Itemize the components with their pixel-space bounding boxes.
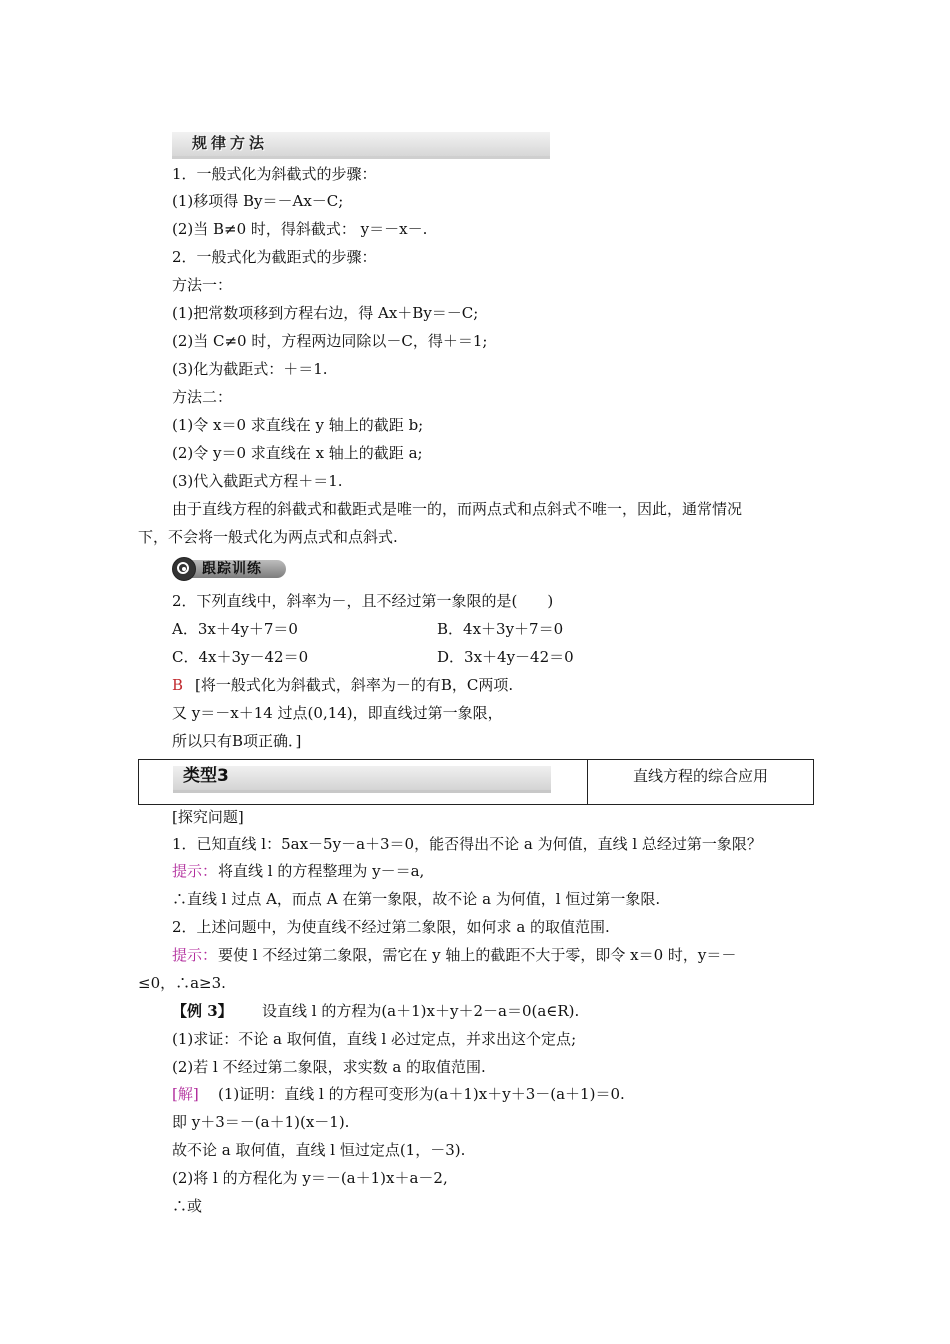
hint-label: 提示： (172, 862, 218, 880)
example-subquestion: (2)若 l 不经过第二象限，求实数 a 的取值范围. (172, 1058, 486, 1076)
hint-text: ∴直线 l 过点 A，而点 A 在第一象限，故不论 a 为何值，l 恒过第一象限. (172, 890, 661, 908)
option-b: B．4x＋3y＋7＝0 (437, 620, 564, 638)
answer-explanation: 所以只有B项正确．] (172, 732, 302, 750)
hint-text: ≤0，∴a≥3. (138, 974, 226, 992)
example-label: 【例 3】 (172, 1002, 233, 1020)
option-d: D．3x＋4y－42＝0 (437, 648, 574, 666)
solution-text: ∴或 (172, 1197, 203, 1215)
text-line: (1)令 x＝0 求直线在 y 轴上的截距 b; (172, 416, 424, 434)
question-text: 1．已知直线 l：5ax－5y－a＋3＝0，能否得出不论 a 为何值，直线 l 总经过第一象限？ (172, 835, 762, 853)
text-line: 1．一般式化为斜截式的步骤： (172, 165, 377, 183)
solution-text: (1)证明：直线 l 的方程可变形为(a＋1)x＋y＋3－(a＋1)＝0. (218, 1085, 625, 1103)
text-line: (2)令 y＝0 求直线在 x 轴上的截距 a; (172, 444, 423, 462)
answer-explanation: [将一般式化为斜截式，斜率为－的有B，C两项. (195, 676, 514, 694)
type-title: 直线方程的综合应用 (632, 767, 768, 785)
section-header-tracking-practice (172, 556, 290, 582)
example-text: 设直线 l 的方程为(a＋1)x＋y＋2－a＝0(a∈R). (262, 1002, 580, 1020)
option-c: C．4x＋3y－42＝0 (172, 648, 309, 666)
text-line: 下，不会将一般式化为两点式和点斜式. (138, 528, 398, 546)
type-header-box (138, 759, 814, 805)
text-line: (1)把常数项移到方程右边，得 Ax＋By＝－C; (172, 304, 479, 322)
hint-label: 提示： (172, 946, 218, 964)
type-header-bar (173, 766, 551, 793)
text-line: 方法一： (172, 276, 233, 294)
section-header-rule-method (172, 132, 550, 159)
answer-explanation: 又 y＝－x＋14 过点(0,14)，即直线过第一象限， (172, 704, 503, 722)
section-header-label: 跟踪训练 (202, 561, 262, 577)
target-icon (172, 557, 196, 581)
text-line: (2)当 C≠0 时，方程两边同除以－C，得＋＝1; (172, 332, 488, 350)
hint-text: 要使 l 不经过第二象限，需它在 y 轴上的截距不大于零，即令 x＝0 时，y＝－ (218, 946, 737, 964)
solution-text: 即 y＋3＝－(a＋1)(x－1). (172, 1113, 350, 1131)
option-a: A．3x＋4y＋7＝0 (172, 620, 298, 638)
solution-text: 故不论 a 取何值，直线 l 恒过定点(1，－3). (172, 1141, 466, 1159)
text-line: 方法二： (172, 388, 233, 406)
explore-label: [探究问题] (172, 808, 244, 826)
question-text: 2．下列直线中，斜率为－，且不经过第一象限的是( ) (172, 592, 554, 610)
solution-label: [解] (172, 1085, 199, 1103)
text-line: (2)当 B≠0 时，得斜截式： y＝－x－. (172, 220, 428, 238)
solution-text: (2)将 l 的方程化为 y＝－(a＋1)x＋a－2, (172, 1169, 448, 1187)
example-subquestion: (1)求证：不论 a 取何值，直线 l 必过定点，并求出这个定点; (172, 1030, 577, 1048)
text-line: 2．一般式化为截距式的步骤： (172, 248, 377, 266)
type-label: 类型3 (183, 766, 229, 786)
text-line: (1)移项得 By＝－Ax－C; (172, 192, 344, 210)
answer-letter: B (172, 676, 184, 694)
text-line: (3)化为截距式：＋＝1. (172, 360, 328, 378)
section-header-label: 规律方法 (192, 134, 269, 152)
text-line: 由于直线方程的斜截式和截距式是唯一的，而两点式和点斜式不唯一，因此，通常情况 (172, 500, 743, 518)
question-text: 2．上述问题中，为使直线不经过第二象限，如何求 a 的取值范围. (172, 918, 610, 936)
text-line: (3)代入截距式方程＋＝1. (172, 472, 343, 490)
hint-text: 将直线 l 的方程整理为 y－＝a, (218, 862, 425, 880)
